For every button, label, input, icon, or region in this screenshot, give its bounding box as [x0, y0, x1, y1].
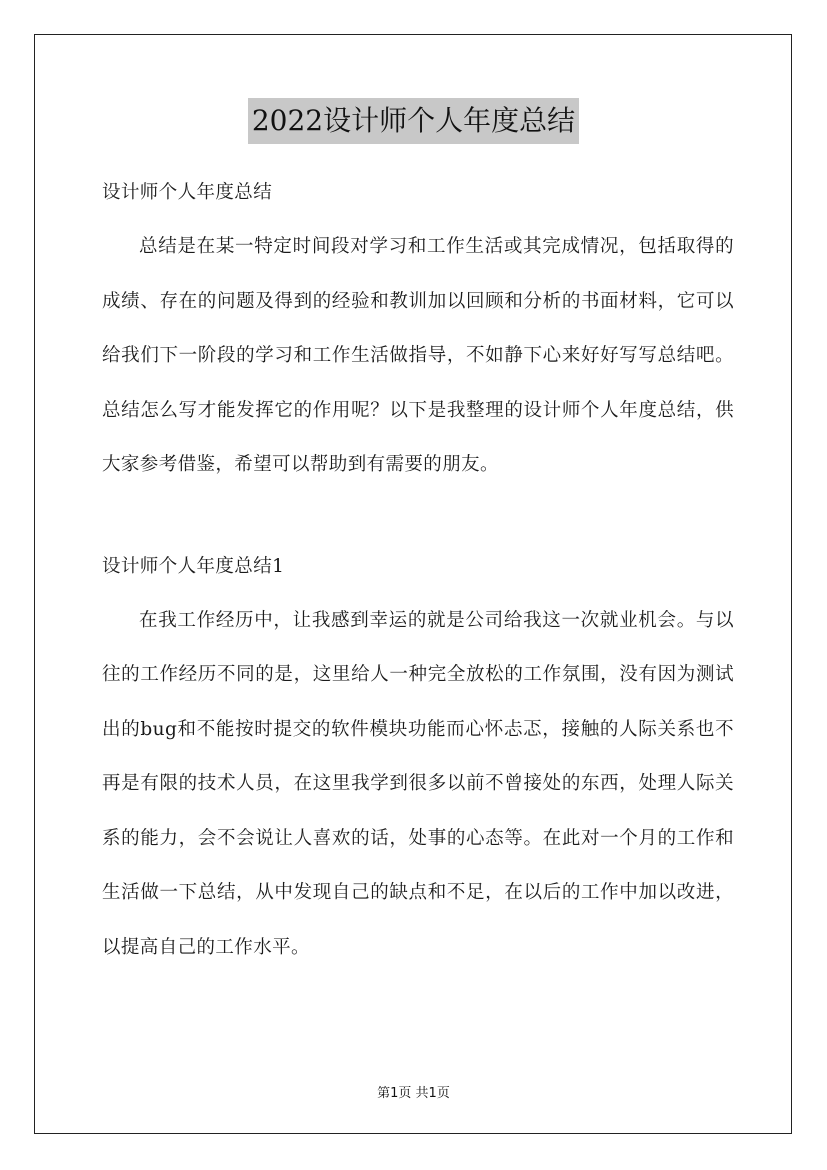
intro-paragraph: 总结是在某一特定时间段对学习和工作生活或其完成情况，包括取得的成绩、存在的问题及得到的经验和教训加以回顾和分析的书面材料，它可以给我们下一阶段的学习和工作生活做指导，不如静下心来好好写写总结吧。总结怎么写才能发挥它的作用呢？以下是我整理的设计师个人年度总结，供大家参考借鉴，希望可以帮助到有需要的朋友。	[102, 236, 734, 475]
page-footer: 第1页 共1页	[377, 1086, 450, 1101]
document-subtitle: 设计师个人年度总结	[102, 182, 273, 203]
section-heading: 设计师个人年度总结1	[102, 555, 285, 577]
section-paragraph: 在我工作经历中，让我感到幸运的就是公司给我这一次就业机会。与以往的工作经历不同的是，这里给人一种完全放松的工作氛围，没有因为测试出的bug和不能按时提交的软件模块功能而心怀忐忑，接触的人际关系也不再是有限的技术人员，在这里我学到很多以前不曾接处的东西，处理人际关系的能力，会不会说让人喜欢的话，处事的心态等。在此对一个月的工作和生活做一下总结，从中发现自己的缺点和不足，在以后的工作中加以改进，以提高自己的工作水平。	[102, 609, 734, 958]
paragraph-gap	[102, 493, 734, 540]
title-container	[0, 98, 827, 144]
document-title: 2022设计师个人年度总结	[248, 98, 579, 144]
document-body	[102, 166, 734, 975]
